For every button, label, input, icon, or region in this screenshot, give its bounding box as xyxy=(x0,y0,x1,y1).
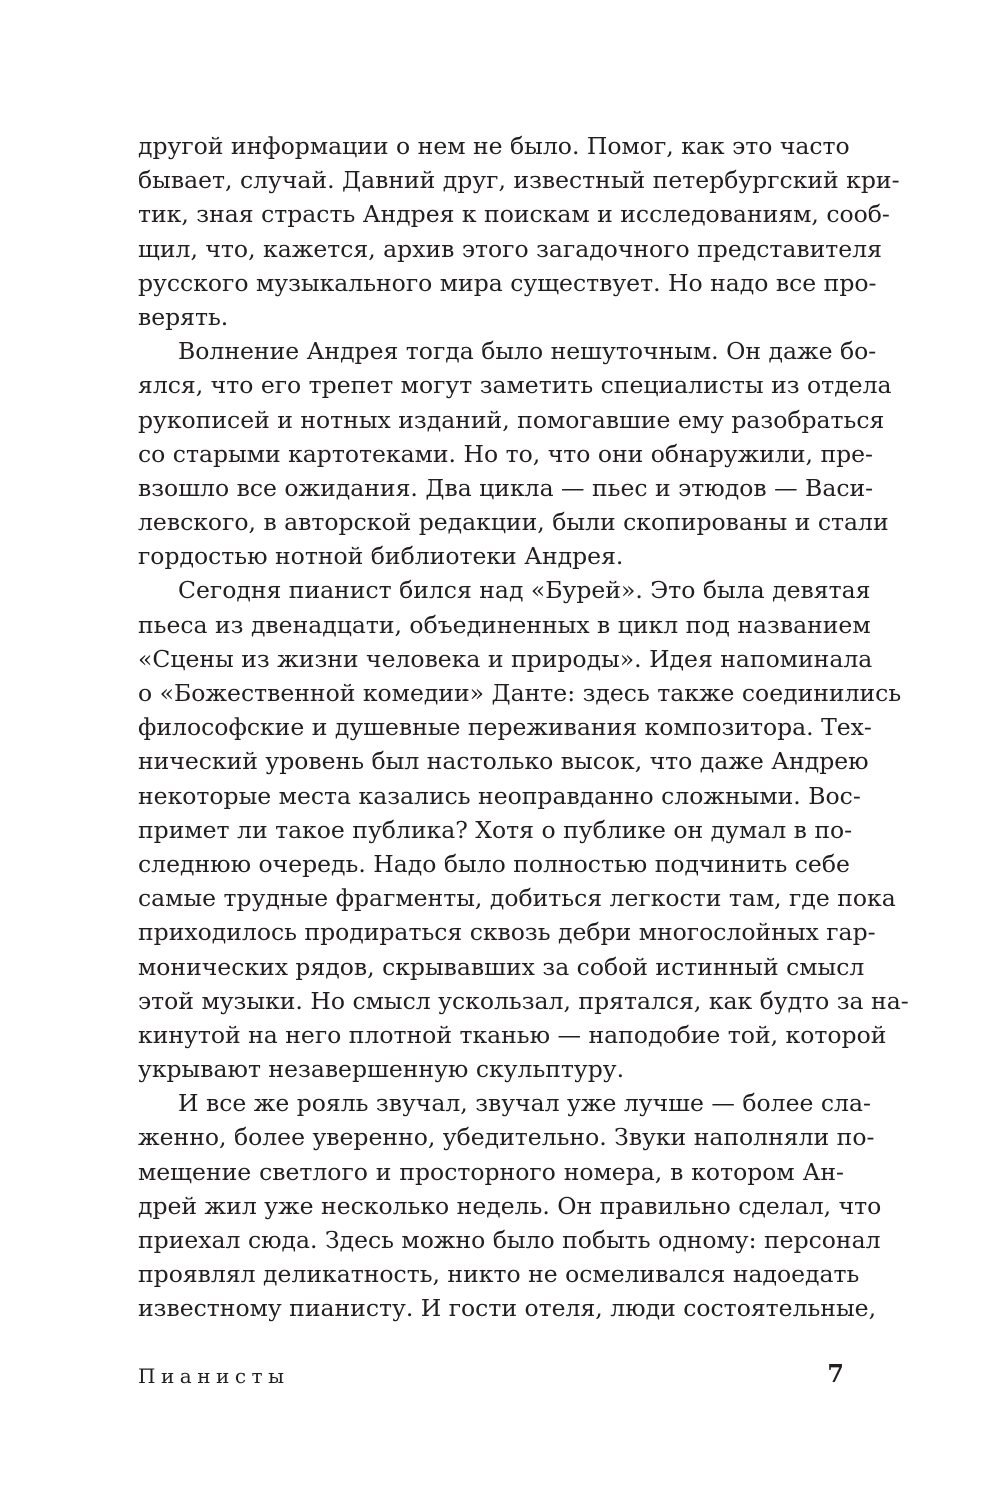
text-line: нический уровень был настолько высок, что даже Андрею xyxy=(138,747,869,776)
page-number: 7 xyxy=(827,1359,844,1388)
text-line: мещение светлого и просторного номера, в котором Ан- xyxy=(138,1157,844,1186)
text-line: ялся, что его трепет могут заметить специалисты из отдела xyxy=(138,371,892,400)
text-line: некоторые места казались неоправданно сложными. Вос- xyxy=(138,781,861,810)
text-line: щил, что, кажется, архив этого загадочного представителя xyxy=(138,234,882,263)
text-line: о «Божественной комедии» Данте: здесь также соединились xyxy=(138,679,902,707)
text-line: взошло все ожидания. Два цикла — пьес и этюдов — Васи- xyxy=(138,473,874,502)
text-line: женно, более уверенно, убедительно. Звуки наполняли по- xyxy=(138,1123,875,1152)
text-line: проявлял деликатность, никто не осмеливался надоедать xyxy=(138,1260,860,1289)
text-line: примет ли такое публика? Хотя о публике он думал в по- xyxy=(138,815,853,844)
text-line: известному пианисту. И гости отеля, люди состоятельные, xyxy=(138,1294,877,1323)
text-line: со старыми картотеками. Но то, что они обнаружили, пре- xyxy=(138,439,873,468)
body-text xyxy=(138,129,909,1326)
text-line: И все же рояль звучал, звучал уже лучше — более сла- xyxy=(178,1089,871,1118)
text-line: философские и душевные переживания композитора. Тех- xyxy=(138,713,872,742)
text-line: приходилось продираться сквозь дебри многослойных гар- xyxy=(138,918,876,947)
text-line: верять. xyxy=(138,302,229,331)
text-line: дрей жил уже несколько недель. Он правильно сделал, что xyxy=(138,1191,882,1220)
running-footer-title: Пианисты xyxy=(138,1364,290,1388)
text-line: пьеса из двенадцати, объединенных в цикл под названием xyxy=(138,610,871,639)
text-line: укрывают незавершенную скульптуру. xyxy=(138,1055,625,1084)
text-line: другой информации о нем не было. Помог, как это часто xyxy=(138,132,850,160)
text-line: тик, зная страсть Андрея к поискам и исследованиям, сооб- xyxy=(138,200,890,229)
text-line: приехал сюда. Здесь можно было побыть одному: персонал xyxy=(138,1226,881,1254)
text-line: монических рядов, скрывавших за собой истинный смысл xyxy=(138,952,865,981)
text-line: левского, в авторской редакции, были скопированы и стали xyxy=(138,508,889,537)
text-line: кинутой на него плотной тканью — наподобие той, которой xyxy=(138,1020,887,1049)
text-line: самые трудные фрагменты, добиться легкости там, где пока xyxy=(138,884,896,913)
text-line: русского музыкального мира существует. Но надо все про- xyxy=(138,268,877,297)
text-line: следнюю очередь. Надо было полностью подчинить себе xyxy=(138,849,850,878)
text-line: этой музыки. Но смысл ускользал, прятался, как будто за на- xyxy=(138,986,909,1015)
text-line: гордостью нотной библиотеки Андрея. xyxy=(138,542,624,571)
text-line: рукописей и нотных изданий, помогавшие ему разобраться xyxy=(138,405,885,434)
text-line: Сегодня пианист бился над «Бурей». Это была девятая xyxy=(178,576,871,605)
text-line: «Сцены из жизни человека и природы». Идея напоминала xyxy=(138,644,873,673)
text-line: Волнение Андрея тогда было нешуточным. Он даже бо- xyxy=(178,337,877,366)
text-line: бывает, случай. Давний друг, известный петербургский кри- xyxy=(138,166,900,195)
